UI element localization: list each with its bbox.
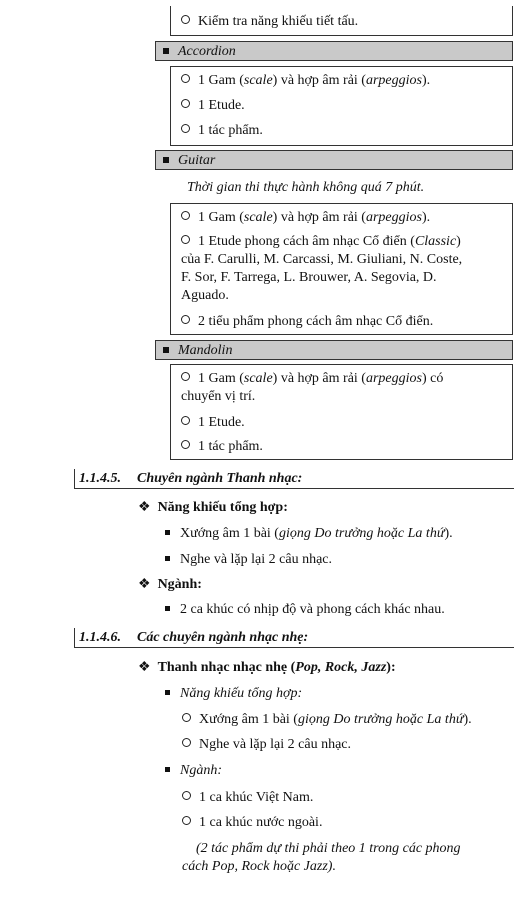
list-item: 1 Gam (scale) và hợp âm rải (arpeggios) có chuyển vị trí. <box>181 371 444 404</box>
subgroup-heading: Ngành: <box>165 762 222 780</box>
list-item: 1 Etude. <box>181 97 502 115</box>
list-item: 1 tác phẩm. <box>181 122 502 140</box>
square-bullet-icon <box>163 48 169 54</box>
list-item: Nghe và lặp lại 2 câu nhạc. <box>182 736 351 754</box>
section-heading-1146: 1.1.4.6. Các chuyên ngành nhạc nhẹ: <box>74 628 514 648</box>
top-item-box <box>170 6 513 36</box>
circle-bullet-icon <box>182 791 191 800</box>
guitar-time-note: Thời gian thi thực hành không quá 7 phút. <box>187 180 425 195</box>
note-paragraph: (2 tác phẩm dự thi phải theo 1 trong các phong cách Pop, Rock hoặc Jazz). <box>182 841 461 874</box>
circle-bullet-icon <box>181 440 190 449</box>
guitar-box <box>170 203 513 335</box>
list-item: 1 Etude. <box>181 414 502 432</box>
list-item: Nghe và lặp lại 2 câu nhạc. <box>165 551 332 569</box>
group-heading: ❖ Năng khiếu tổng hợp: <box>138 500 288 515</box>
square-bullet-icon <box>165 556 170 561</box>
group-heading: ❖ Thanh nhạc nhạc nhẹ (Pop, Rock, Jazz): <box>138 660 396 675</box>
list-item: Kiểm tra năng khiếu tiết tấu. <box>181 13 502 31</box>
square-bullet-icon <box>163 347 169 353</box>
list-item: 1 ca khúc Việt Nam. <box>182 789 313 807</box>
list-item: 1 ca khúc nước ngoài. <box>182 814 322 832</box>
circle-bullet-icon <box>181 74 190 83</box>
mandolin-box <box>170 364 513 460</box>
square-bullet-icon <box>163 157 169 163</box>
group-heading: ❖ Ngành: <box>138 577 202 592</box>
square-bullet-icon <box>165 530 170 535</box>
accordion-header: Accordion <box>155 41 513 61</box>
mandolin-header: Mandolin <box>155 340 513 360</box>
circle-bullet-icon <box>181 235 190 244</box>
square-bullet-icon <box>165 690 170 695</box>
list-item: 1 Gam (scale) và hợp âm rải (arpeggios). <box>181 72 502 90</box>
square-bullet-icon <box>165 767 170 772</box>
list-item: 2 tiểu phẩm phong cách âm nhạc Cổ điển. <box>181 313 502 331</box>
circle-bullet-icon <box>181 315 190 324</box>
list-item: 1 Etude phong cách âm nhạc Cổ điển (Classic) của F. Carulli, M. Carcassi, M. Giuliani, N. Coste, F. Sor, F. Tarrega, L. Brouwer, A. Segovia, D. Aguado. <box>181 234 463 303</box>
list-item: 2 ca khúc có nhịp độ và phong cách khác nhau. <box>165 601 445 619</box>
subgroup-heading: Năng khiếu tổng hợp: <box>165 685 302 703</box>
circle-bullet-icon <box>181 99 190 108</box>
list-item: 1 Gam (scale) và hợp âm rải (arpeggios). <box>181 209 502 227</box>
section-heading-1145: 1.1.4.5. Chuyên ngành Thanh nhạc: <box>74 469 514 489</box>
diamond-bullet-icon: ❖ <box>138 660 151 675</box>
circle-bullet-icon <box>181 15 190 24</box>
circle-bullet-icon <box>181 416 190 425</box>
accordion-box <box>170 66 513 146</box>
circle-bullet-icon <box>182 816 191 825</box>
circle-bullet-icon <box>181 372 190 381</box>
square-bullet-icon <box>165 606 170 611</box>
list-item: Xướng âm 1 bài (giọng Do trưởng hoặc La thứ). <box>165 525 453 543</box>
circle-bullet-icon <box>181 211 190 220</box>
circle-bullet-icon <box>181 124 190 133</box>
diamond-bullet-icon: ❖ <box>138 500 151 515</box>
diamond-bullet-icon: ❖ <box>138 577 151 592</box>
circle-bullet-icon <box>182 713 191 722</box>
circle-bullet-icon <box>182 738 191 747</box>
guitar-header: Guitar <box>155 150 513 170</box>
list-item: 1 tác phẩm. <box>181 438 502 456</box>
list-item: Xướng âm 1 bài (giọng Do trưởng hoặc La thứ). <box>182 711 472 729</box>
